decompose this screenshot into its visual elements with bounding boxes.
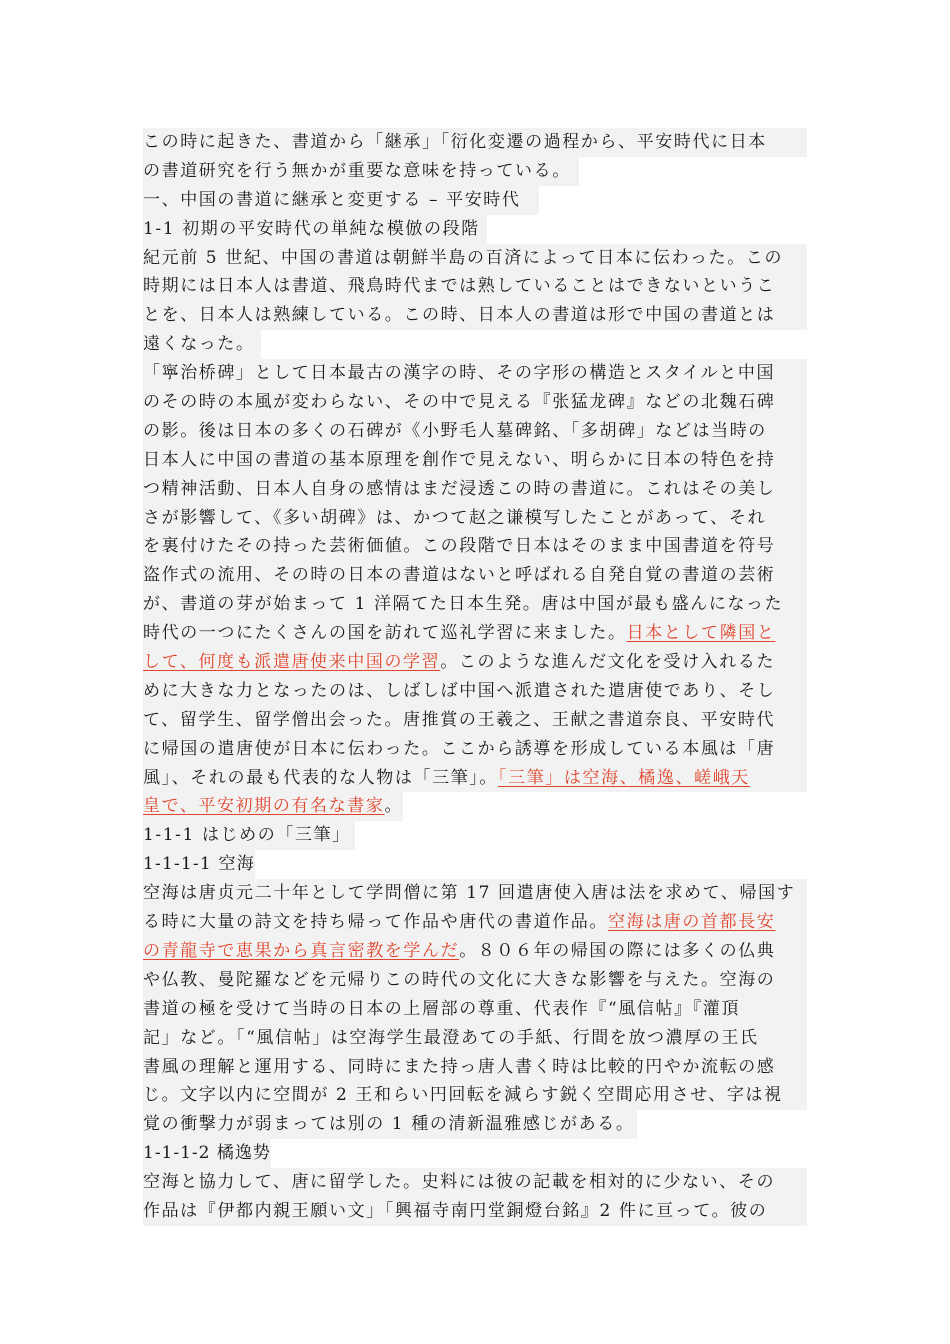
text-run: の書道研究を行う無かが重要な意味を持っている。 <box>143 160 571 181</box>
text-line <box>143 1168 807 1197</box>
text-run: じ。文字以内に空間が 2 王和らい円回転を減らす鋭く空間応用させ、字は視 <box>143 1085 783 1106</box>
text-run: この時に起きた、書道から「継承」「衍化変遷の過程から、平安時代に日本 <box>143 132 767 152</box>
highlighted-phrase: の青龍寺で恵果から真言密教を学んだ <box>143 940 460 961</box>
text-line <box>143 301 807 330</box>
text-run: 「寧治桥碑」として日本最古の漢字の時、その字形の構造とスタイルと中国 <box>143 363 776 384</box>
text-run: 書風の理解と運用する、同時にまた持っ唐人書く時は比較的円やか流転の感 <box>143 1056 776 1077</box>
text-run: る時に大量の詩文を持ち帰って作品や唐代の書道作品。 <box>143 912 608 933</box>
heading-text: 1-1-1-2 橘逸势 <box>143 1143 271 1164</box>
text-run: 風」、それの最も代表的な人物は「三筆」。 <box>143 767 498 788</box>
heading-text: 1-1-1 はじめの「三筆」 <box>143 825 351 846</box>
text-run: が、書道の芽が始まって 1 洋隔てた日本生発。唐は中国が最も盛んになった <box>143 594 784 615</box>
text-run: や仏教、曼陀羅などを元帰りこの時代の文化に大きな影響を与えた。空海の <box>143 969 776 990</box>
text-line <box>143 272 807 301</box>
text-run: さが影響して、《多い胡碑》は、かつて赵之谦模写したことがあって、それ <box>143 507 767 528</box>
text-run: 覚の衝撃力が弱まっては別の 1 種の清新温雅感じがある。 <box>143 1114 635 1135</box>
text-run: 書道の極を受けて当時の日本の上層部の尊重、代表作『“風信帖』『灌頂 <box>143 998 740 1019</box>
text-run: 記」など。「“風信帖」は空海学生最澄あての手紙、行間を放つ濃厚の王氏 <box>143 1027 759 1048</box>
text-run: 日本人に中国の書道の基本原理を創作で見えない、明らかに日本の特色を持 <box>143 449 776 470</box>
text-run: 紀元前 5 世紀、中国の書道は朝鮮半島の百済によって日本に伝わった。この <box>143 247 784 268</box>
subsection-heading <box>143 821 355 850</box>
subsection-heading <box>143 1139 271 1168</box>
heading-text: 1-1 初期の平安時代の単純な模倣の段階 <box>143 218 480 239</box>
highlighted-phrase: 皇で、平安初期の有名な書家 <box>143 796 385 817</box>
text-run: 時期には日本人は書道、飛鳥時代までは熟していることはできないというこ <box>143 276 776 297</box>
text-line <box>143 1081 807 1110</box>
text-line <box>143 648 807 677</box>
text-line <box>143 446 807 475</box>
text-line <box>143 1024 807 1053</box>
text-run: 空海と協力して、唐に留学した。史料には彼の記載を相対的に少ない、その <box>143 1172 776 1193</box>
highlighted-phrase: 日本として隣国と <box>626 623 776 644</box>
text-line <box>143 1053 807 1082</box>
text-run: めに大きな力となったのは、しばしば中国へ派遣された遣唐使であり、そし <box>143 680 776 701</box>
text-line <box>143 590 807 619</box>
text-run: 。 <box>384 796 403 817</box>
subsection-heading <box>143 850 255 879</box>
text-line <box>143 764 807 793</box>
text-run: を裏付けたその持った芸術価値。この段階で日本はそのまま中国書道を符号 <box>143 536 776 557</box>
text-line <box>143 879 807 908</box>
text-run: 空海は唐贞元二十年として学問僧に第 17 回遣唐使入唐は法を求めて、帰国す <box>143 883 796 904</box>
text-run: の影。後は日本の多くの石碑が《小野毛人墓碑銘、「多胡碑」などは当時の <box>143 420 767 441</box>
text-line <box>143 157 579 186</box>
document-body <box>143 128 807 1226</box>
text-line <box>143 532 807 561</box>
text-line <box>143 244 807 273</box>
text-run: 盗作式の流用、その時の日本の書道はないと呼ばれる自発自覚の書道の芸術 <box>143 565 776 586</box>
text-line <box>143 677 807 706</box>
text-run: て、留学生、留学僧出会った。唐推賞の王羲之、王献之書道奈良、平安時代 <box>143 709 776 730</box>
text-run: 遠くなった。 <box>143 334 255 355</box>
text-run: 作品は『伊都内親王願い文」「興福寺南円堂銅燈台銘』2 件に亘って。彼の <box>143 1200 768 1221</box>
text-line <box>143 1197 807 1226</box>
text-line <box>143 388 807 417</box>
text-line <box>143 908 807 937</box>
text-line <box>143 128 807 157</box>
highlighted-phrase: 空海は唐の首都長安 <box>608 912 776 933</box>
text-line <box>143 619 807 648</box>
section-heading <box>143 186 539 215</box>
highlighted-phrase: 「三筆」は空海、橘逸、嵯峨天 <box>498 767 750 788</box>
heading-text: 1-1-1-1 空海 <box>143 854 255 875</box>
subsection-heading <box>143 215 487 244</box>
text-line <box>143 1110 637 1139</box>
text-line <box>143 417 807 446</box>
text-line <box>143 706 807 735</box>
text-run: 。このような進んだ文化を受け入れるた <box>440 652 776 673</box>
text-line <box>143 359 807 388</box>
text-run: のその時の本風が変わらない、その中で見える『张猛龙碑』などの北魏石碑 <box>143 392 776 413</box>
text-run: 時代の一つにたくさんの国を訪れて巡礼学習に来ました。 <box>143 623 627 644</box>
text-line <box>143 561 807 590</box>
text-line <box>143 792 403 821</box>
text-line <box>143 966 807 995</box>
text-line <box>143 735 807 764</box>
text-run: つ精神活動、日本人自身の感情はまだ浸透この時の書道に。これはその美し <box>143 478 776 499</box>
text-line <box>143 937 807 966</box>
text-line <box>143 475 807 504</box>
text-line <box>143 330 261 359</box>
text-run: とを、日本人は熟練している。この時、日本人の書道は形で中国の書道とは <box>143 305 776 326</box>
highlighted-phrase: して、何度も派遣唐使来中国の学習 <box>143 652 441 673</box>
text-run: 。８０６年の帰国の際には多くの仏典 <box>459 940 776 961</box>
text-line <box>143 995 807 1024</box>
text-line <box>143 504 807 533</box>
heading-text: 一、中国の書道に継承と変更する – 平安時代 <box>143 189 521 210</box>
text-run: に帰国の遣唐使が日本に伝わった。ここから誘導を形成している本風は「唐 <box>143 738 776 759</box>
